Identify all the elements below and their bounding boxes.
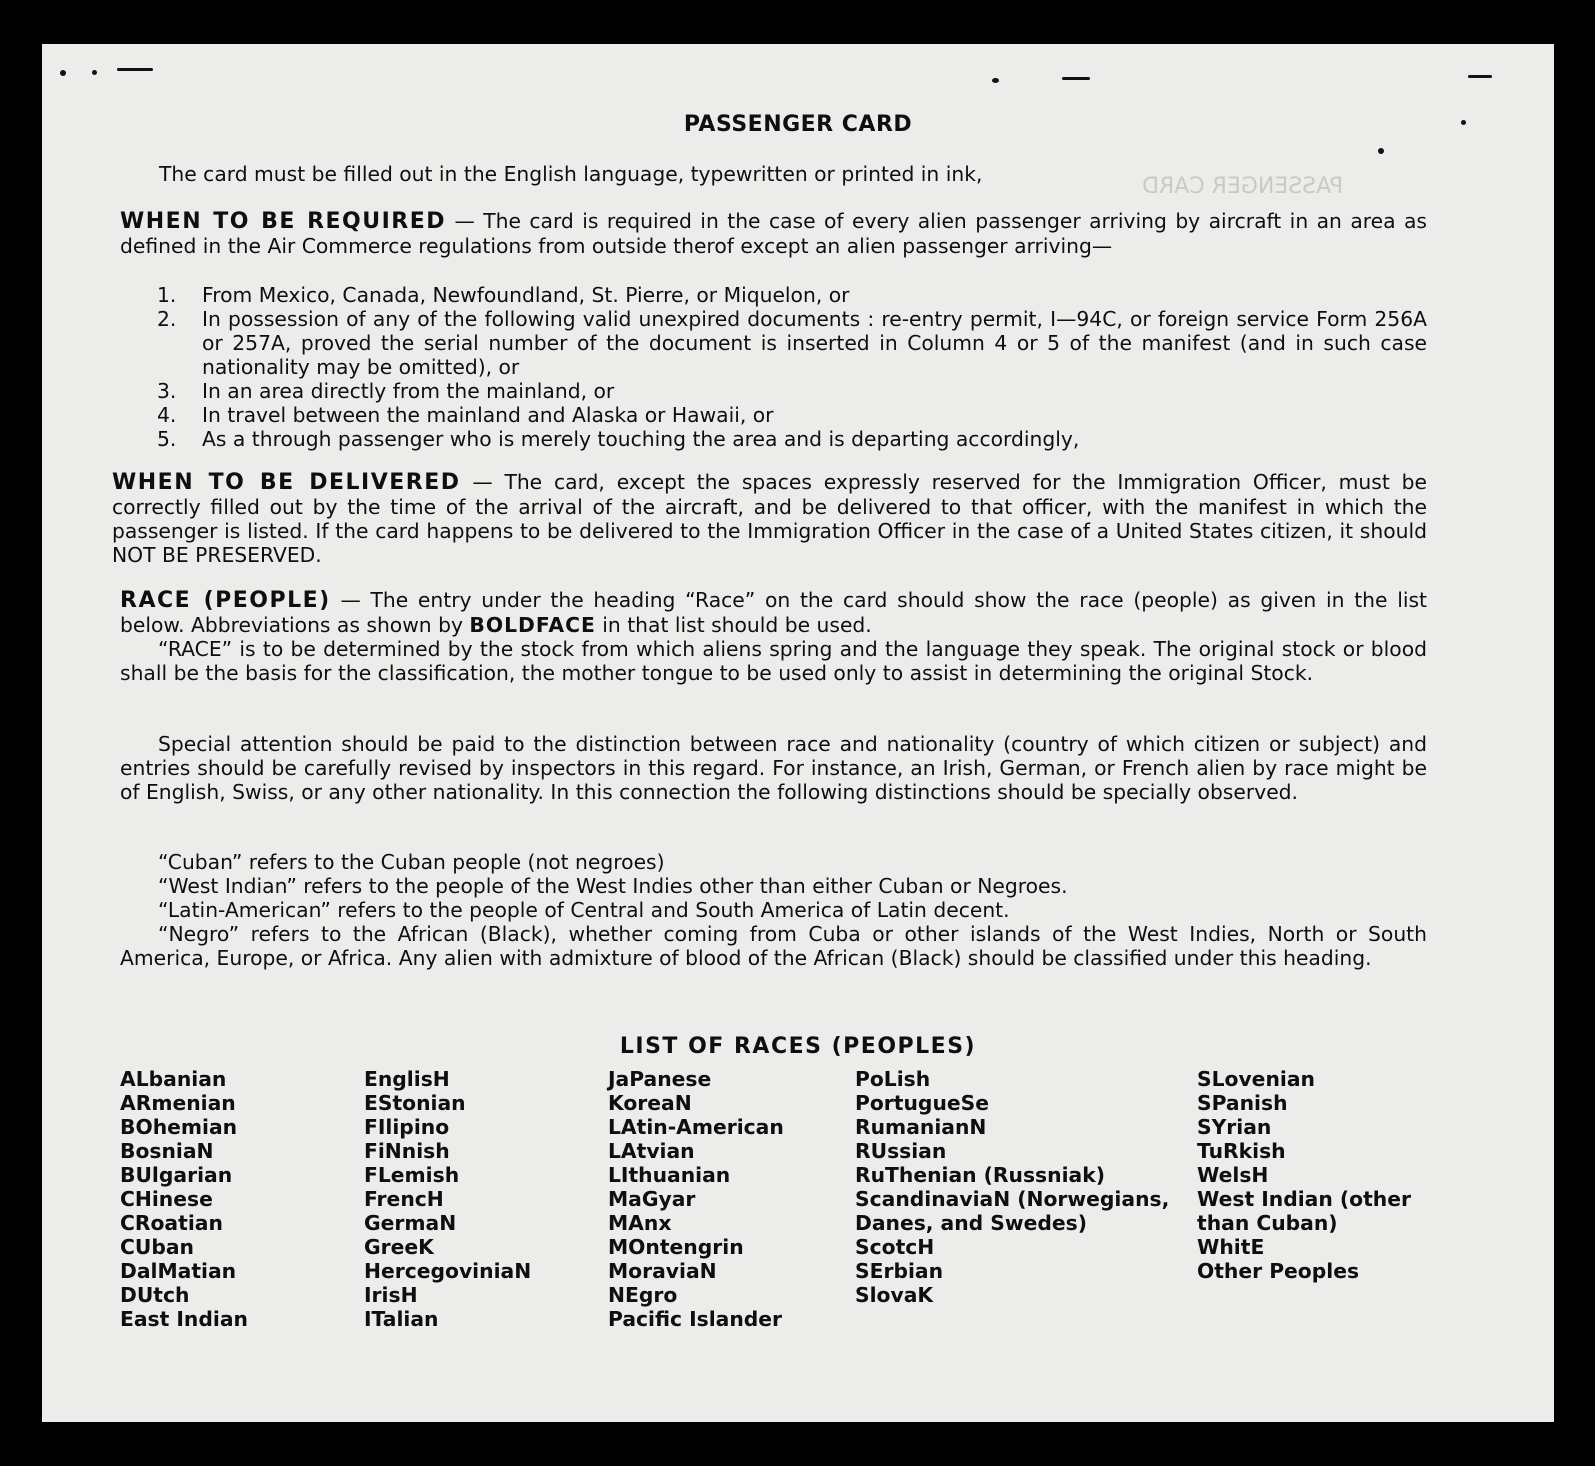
race-item: Pacific Islander [608, 1307, 783, 1331]
list-item-text: As a through passenger who is merely touching the area and is departing accordingly, [202, 427, 1080, 451]
race-item: MaGyar [608, 1187, 696, 1211]
section-when-delivered [112, 470, 1427, 567]
definitions-block [120, 850, 1427, 970]
race-item: ALbanian [120, 1067, 227, 1091]
list-item [157, 379, 1427, 403]
race-item: Other Peoples [1197, 1259, 1360, 1283]
list-item [157, 283, 1427, 307]
ink-speck [60, 70, 66, 76]
list-item-number: 2. [157, 307, 177, 331]
ink-speck [1062, 77, 1090, 80]
race-item: WhitE [1197, 1235, 1265, 1259]
nationality-paragraph: Special attention should be paid to the distinction between race and nationality (country of which citizen or subject) and entries should be carefully revised by inspectors in this regard. For instance, an Irish, German, or French alien by race might be of English, Swiss, or any other nationality. In this connection the following distinctions should be specially observed. [120, 732, 1427, 804]
list-item [157, 427, 1427, 451]
race-item: SlovaK [855, 1283, 934, 1307]
race-item: SLovenian [1197, 1067, 1315, 1091]
race-item: MoraviaN [608, 1259, 717, 1283]
ink-speck [992, 78, 999, 83]
race-item: TuRkish [1197, 1139, 1286, 1163]
race-item: BUlgarian [120, 1163, 233, 1187]
race-item: ARmenian [120, 1091, 236, 1115]
race-item: SYrian [1197, 1115, 1272, 1139]
race-item: ScotcH [855, 1235, 935, 1259]
section-heading: WHEN TO BE DELIVERED [112, 470, 461, 495]
ink-speck [92, 70, 97, 75]
race-item: CHinese [120, 1187, 213, 1211]
races-column-3 [608, 1067, 784, 1331]
races-list-title: LIST OF RACES (PEOPLES) [619, 1034, 977, 1059]
passenger-card [42, 44, 1554, 1422]
races-column-4 [855, 1067, 1175, 1307]
bleed-through-text: PASSENGER CARD [1142, 174, 1344, 199]
race-item: CUban [120, 1235, 194, 1259]
boldface-word: BOLDFACE [469, 613, 596, 637]
race-item: ITalian [364, 1307, 439, 1331]
race-item: East Indian [120, 1307, 248, 1331]
races-column-1 [120, 1067, 248, 1331]
race-item: FrencH [364, 1187, 444, 1211]
section-body: — The card, except the spaces expressly reserved for the Immigration Officer, must be correctly filled out by the time of the arrival of the aircraft, and be delivered to that officer, with the manifest in which the passenger is listed. If the card happens to be delivered to the Immigration Officer in the case of a United States citizen, it should NOT BE PRESERVED. [112, 470, 1427, 567]
definition-cuban: “Cuban” refers to the Cuban people (not negroes) [158, 850, 665, 874]
races-column-5 [1197, 1067, 1427, 1283]
definition-negro: “Negro” refers to the African (Black), whether coming from Cuba or other islands of the West Indies, North or South America, Europe, or Africa. Any alien with admixture of blood of the African (Black) should be classified under this heading. [120, 922, 1427, 970]
race-definition-paragraph: “RACE” is to be determined by the stock from which aliens spring and the language they speak. The original stock or blood shall be the basis for the classification, the mother tongue to be used only to assist in determining the original Stock. [120, 637, 1427, 685]
section-body: — The card is required in the case of every alien passenger arriving by aircraft in an area as defined in the Air Commerce regulations from outside therof except an alien passenger arriving— [120, 209, 1427, 258]
section-when-required [120, 209, 1427, 258]
list-item-number: 1. [157, 283, 177, 307]
list-item-number: 5. [157, 427, 177, 451]
ink-speck [1461, 120, 1466, 125]
ink-speck [117, 68, 153, 71]
race-item: BOhemian [120, 1115, 238, 1139]
section-body-end: in that list should be used. [595, 613, 872, 637]
race-item: RumanianN [855, 1115, 987, 1139]
list-item-text: In travel between the mainland and Alaska or Hawaii, or [202, 403, 774, 427]
race-item: FLemish [364, 1163, 460, 1187]
race-item: RuThenian (Russniak) [855, 1163, 1105, 1187]
race-item: IrisH [364, 1283, 418, 1307]
list-item-number: 4. [157, 403, 177, 427]
page-title: PASSENGER CARD [683, 112, 913, 137]
race-item: MOntengrin [608, 1235, 744, 1259]
race-item: GermaN [364, 1211, 457, 1235]
list-item [157, 307, 1427, 379]
section-race [120, 588, 1427, 685]
ink-speck [1378, 148, 1384, 154]
race-item: EnglisH [364, 1067, 450, 1091]
race-item: EStonian [364, 1091, 466, 1115]
section-heading: WHEN TO BE REQUIRED [120, 209, 447, 234]
race-item: HercegoviniaN [364, 1259, 532, 1283]
section-body: — The entry under the heading “Race” on the card should show the race (people) as given in the list below. Abbreviations as shown by [120, 588, 1428, 637]
exception-list [157, 283, 1427, 451]
race-item: JaPanese [608, 1067, 712, 1091]
race-item: FiNnish [364, 1139, 450, 1163]
race-item: BosniaN [120, 1139, 214, 1163]
list-item [157, 403, 1427, 427]
definition-west-indian: “West Indian” refers to the people of the West Indies other than either Cuban or Negroes. [158, 874, 1068, 898]
race-item: MAnx [608, 1211, 672, 1235]
intro-text: The card must be filled out in the English language, typewritten or printed in ink, [159, 162, 983, 186]
races-column-2 [364, 1067, 531, 1331]
section-heading: RACE (PEOPLE) [120, 588, 331, 613]
race-item: RUssian [855, 1139, 947, 1163]
race-item: ScandinaviaN (Norwegians, Danes, and Swedes) [855, 1187, 1170, 1235]
list-item-text: In possession of any of the following valid unexpired documents : re-entry permit, I—94C, or foreign service Form 256A or 257A, proved the serial number of the document is inserted in Column 4 or 5 of the manifest (and in such case nationality may be omitted), or [202, 307, 1427, 379]
race-item: WelsH [1197, 1163, 1269, 1187]
definition-latin-american: “Latin-American” refers to the people of Central and South America of Latin decent. [158, 898, 1010, 922]
race-item: DalMatian [120, 1259, 237, 1283]
race-item: FIlipino [364, 1115, 450, 1139]
race-item: PortugueSe [855, 1091, 990, 1115]
race-item: LIthuanian [608, 1163, 731, 1187]
race-item: NEgro [608, 1283, 678, 1307]
list-item-text: From Mexico, Canada, Newfoundland, St. Pierre, or Miquelon, or [202, 283, 850, 307]
list-item-number: 3. [157, 379, 177, 403]
section-nationality [120, 732, 1427, 804]
race-item: West Indian (other than Cuban) [1197, 1187, 1411, 1235]
ink-speck [1468, 75, 1492, 78]
race-item: LAtin-American [608, 1115, 784, 1139]
race-item: GreeK [364, 1235, 434, 1259]
race-item: SPanish [1197, 1091, 1288, 1115]
race-item: SErbian [855, 1259, 944, 1283]
race-item: KoreaN [608, 1091, 692, 1115]
race-item: PoLish [855, 1067, 931, 1091]
race-item: LAtvian [608, 1139, 695, 1163]
list-item-text: In an area directly from the mainland, or [202, 379, 615, 403]
race-item: CRoatian [120, 1211, 223, 1235]
race-item: DUtch [120, 1283, 190, 1307]
